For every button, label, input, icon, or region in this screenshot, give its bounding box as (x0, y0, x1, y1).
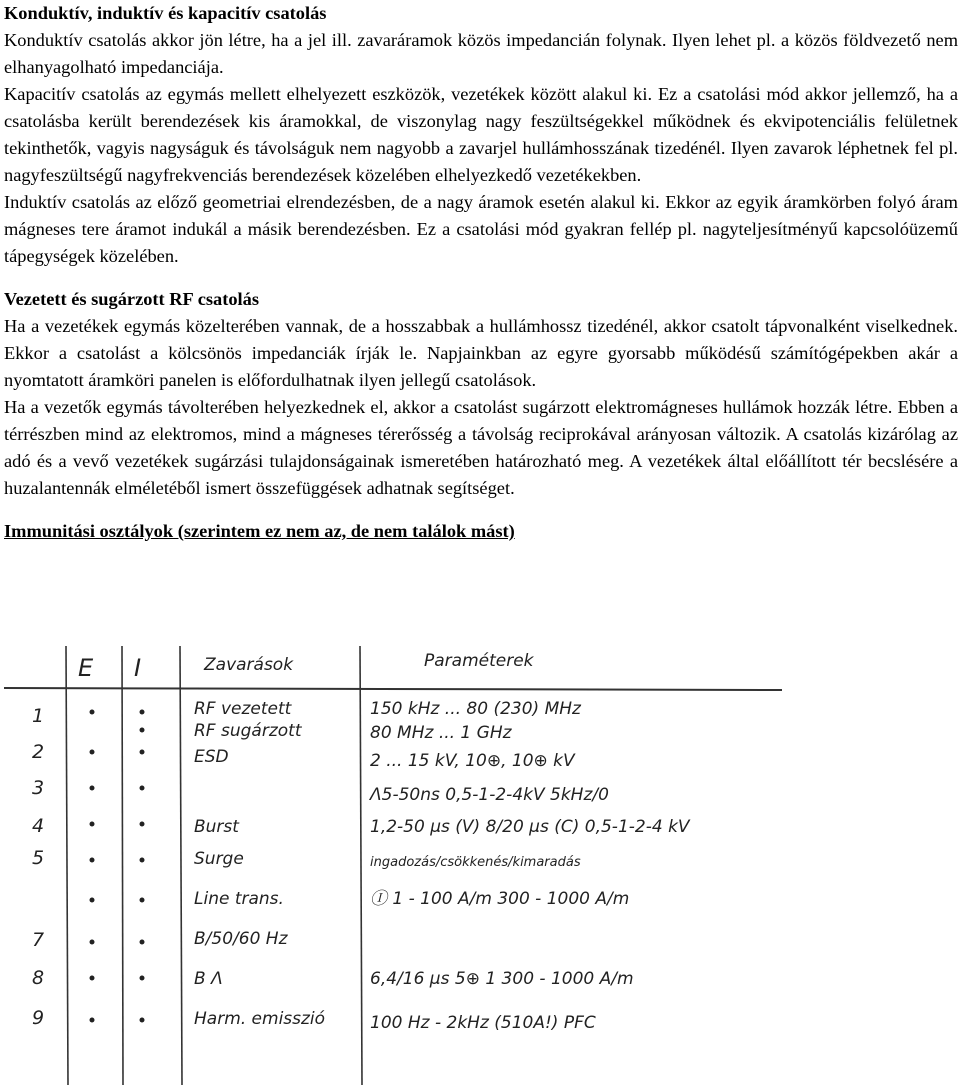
parameter: 6,4/16 µs 5⊕ 1 300 - 1000 A/m (370, 969, 634, 989)
row-number: 8 (32, 967, 45, 989)
disturbance-name: Surge (194, 849, 244, 869)
parameter: 150 kHz ... 80 (230) MHz (370, 699, 581, 719)
disturbance-name: Burst (194, 817, 239, 837)
parameter: Ⓘ 1 - 100 A/m 300 - 1000 A/m (370, 889, 630, 909)
handwritten-table-drawing (4, 638, 782, 1085)
parameter: ingadozás/csökkenés/kimaradás (370, 855, 581, 870)
header-parameters: Paraméterek (424, 651, 534, 671)
parameter: 1,2-50 µs (V) 8/20 µs (C) 0,5-1-2-4 kV (370, 817, 690, 837)
row-number: 7 (32, 929, 45, 951)
handwritten-table-image (4, 638, 782, 1085)
disturbance-name: RF sugárzott (194, 721, 302, 741)
parameter: 100 Hz - 2kHz (510A!) PFC (370, 1013, 596, 1033)
disturbance-name: Harm. emisszió (194, 1009, 326, 1029)
header-i: I (134, 654, 142, 682)
disturbance-name: B/50/60 Hz (194, 929, 288, 949)
disturbance-name: RF vezetett (194, 699, 292, 719)
row-number: 1 (32, 705, 45, 727)
disturbance-name: B Λ (194, 969, 223, 989)
row-number: 4 (32, 815, 45, 837)
marks (90, 710, 145, 1023)
document-page (4, 0, 958, 545)
section-heading: Konduktív, induktív és kapacitív csatolás (4, 3, 327, 23)
paragraph: Ha a vezetők egymás távolterében helyezkednek el, akkor a csatolást sugárzott elektromágneses hullámok hozzák létre. Ebben a térrészben mind az elektromos, mind a mágneses térerősség a távolság reciprokával arányosan változik. A csatolás kizárólag az adó és a vevő vezetékek sugárzási tulajdonságainak ismeretében határozható meg. A vezetékek által előállított tér becslésére a huzalantennák elméletéből ismert összefüggések adhatnak segítséget. (4, 397, 958, 498)
header-disturbances: Zavarások (204, 655, 294, 675)
row-number: 2 (32, 741, 45, 763)
section-immunity (4, 518, 958, 545)
section-rf-coupling (4, 286, 958, 502)
disturbance-name: ESD (194, 747, 229, 767)
parameter: 80 MHz ... 1 GHz (370, 723, 512, 743)
parameter: 2 ... 15 kV, 10⊕, 10⊕ kV (370, 751, 575, 771)
row-number: 5 (32, 847, 45, 869)
row-number: 9 (32, 1007, 45, 1029)
paragraph: Konduktív csatolás akkor jön létre, ha a jel ill. zavaráramok közös impedancián folynak. Ilyen lehet pl. a közös földvezető nem elhanyagolható impedanciája. (4, 30, 958, 77)
section-coupling (4, 0, 958, 270)
paragraph: Kapacitív csatolás az egymás mellett elhelyezett eszközök, vezetékek között alakul ki. Ez a csatolási mód akkor jellemző, ha a csatolásba került berendezések kis áramokkal, de viszonylag nagy feszültségekkel működnek és ekvipotenciális felületnek tekinthetők, vagyis nagyságuk és távolságuk nem nagyobb a zavarjel hullámhosszának tizedénél. Ilyen zavarok léphetnek fel pl. nagyfeszültségű nagyfrekvenciás berendezések közelében elhelyezkedő vezetékekben. (4, 84, 958, 185)
paragraph: Induktív csatolás az előző geometriai elrendezésben, de a nagy áramok esetén alakul ki. Ekkor az egyik áramkörben folyó áram mágneses tere áramot indukál a másik berendezésben. Ez a csatolási mód gyakran fellép pl. nagyteljesítményű kapcsolóüzemű tápegységek közelében. (4, 192, 958, 266)
disturbance-name: Line trans. (194, 889, 284, 909)
header-e: E (78, 654, 94, 682)
section-heading: Vezetett és sugárzott RF csatolás (4, 289, 259, 309)
parameter: Λ5-50ns 0,5-1-2-4kV 5kHz/0 (370, 785, 609, 805)
row-number: 3 (32, 777, 45, 799)
section-heading: Immunitási osztályok (szerintem ez nem az, de nem találok mást) (4, 521, 515, 541)
paragraph: Ha a vezetékek egymás közelterében vannak, de a hosszabbak a hullámhossz tizedénél, akkor csatolt tápvonalként viselkednek. Ekkor a csatolást a kölcsönös impedanciák írják le. Napjainkban az egyre gyorsabb működésű számítógépekben akár a nyomtatott áramköri panelen is előfordulhatnak ilyen jellegű csatolások. (4, 316, 958, 390)
